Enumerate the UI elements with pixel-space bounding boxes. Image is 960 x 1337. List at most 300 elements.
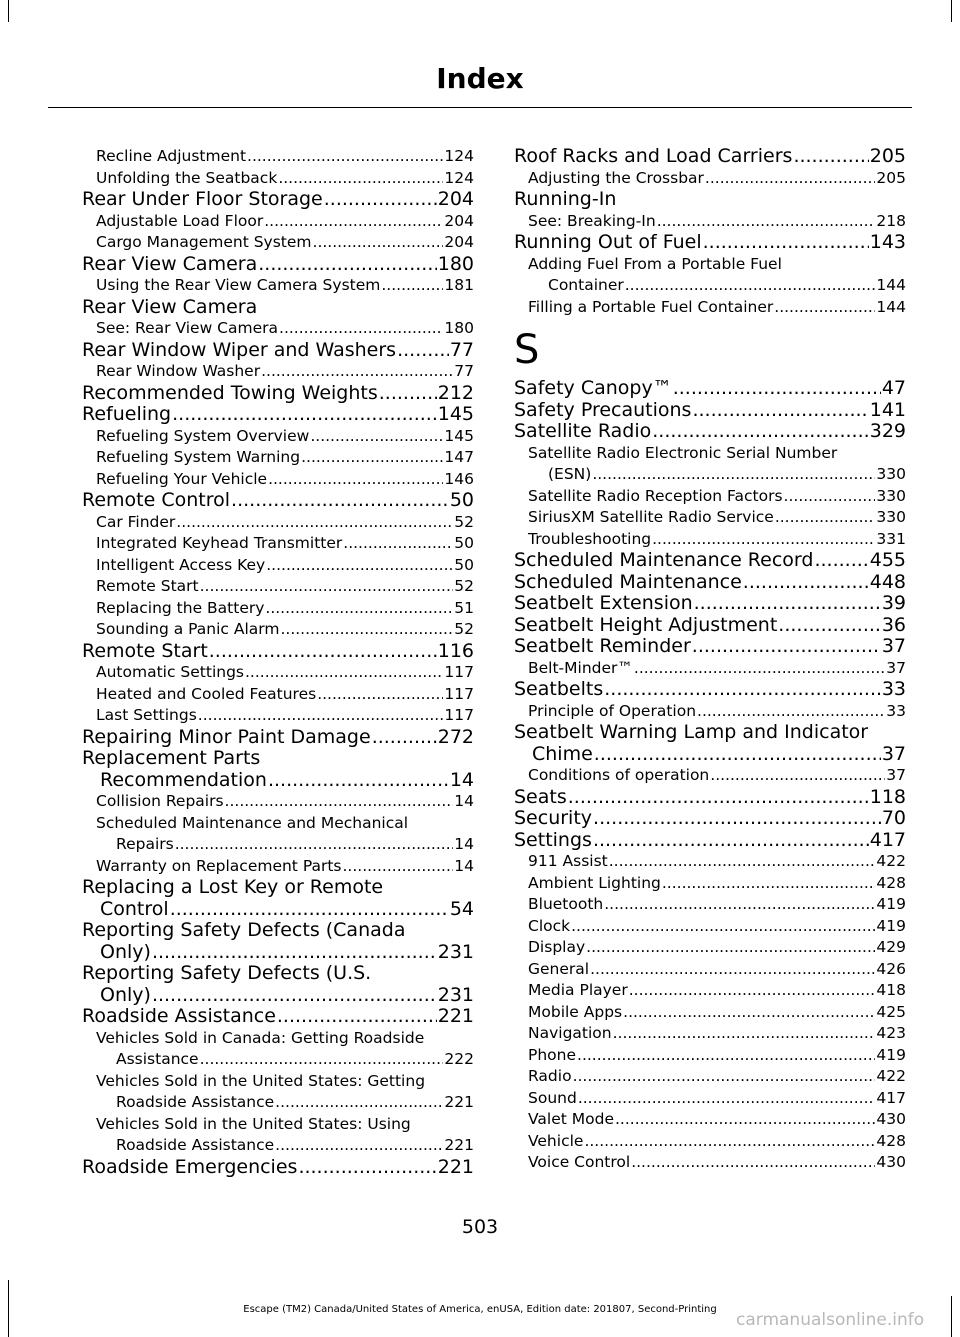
crop-mark-top-left xyxy=(8,0,9,22)
entry-text: Safety Precautions xyxy=(514,398,692,421)
page-ref: 14 xyxy=(454,835,474,853)
dot-leader xyxy=(604,679,881,701)
index-entry xyxy=(82,877,474,920)
entry-text: Settings xyxy=(514,828,592,851)
page-ref: 144 xyxy=(876,297,906,316)
dot-leader xyxy=(225,791,454,813)
index-subentry xyxy=(82,555,474,577)
dot-leader xyxy=(372,727,437,749)
entry-text: Security xyxy=(514,807,593,829)
entry-line xyxy=(82,942,474,964)
page-ref: 51 xyxy=(454,598,474,617)
entry-line xyxy=(528,1152,906,1174)
entry-line xyxy=(528,916,906,938)
index-subentry xyxy=(514,851,906,873)
entry-line xyxy=(82,490,474,512)
entry-line xyxy=(82,727,474,749)
dot-leader xyxy=(629,980,876,1002)
entry-line xyxy=(96,1135,474,1157)
index-entry xyxy=(82,254,474,276)
page-ref: 205 xyxy=(869,145,906,167)
entry-line xyxy=(96,555,474,577)
dot-leader xyxy=(609,851,876,873)
index-subentry xyxy=(514,297,906,319)
entry-text: Adding Fuel From a Portable Fuel xyxy=(528,254,782,273)
entry-text: Radio xyxy=(528,1067,572,1085)
dot-leader xyxy=(266,555,453,577)
entry-text: Safety Canopy™ xyxy=(514,377,672,399)
index-subentry xyxy=(82,168,474,190)
entry-text: Vehicle xyxy=(528,1131,584,1150)
entry-line xyxy=(528,507,906,529)
entry-text: Navigation xyxy=(528,1024,612,1042)
page-ref: 204 xyxy=(444,233,474,251)
page-ref: 428 xyxy=(876,1131,906,1150)
entry-line xyxy=(528,1066,906,1088)
dot-leader xyxy=(573,1066,876,1088)
entry-line xyxy=(96,232,474,254)
index-subentry xyxy=(514,443,906,486)
index-subentry xyxy=(82,662,474,684)
page-ref: 221 xyxy=(444,1093,474,1111)
index-subentry xyxy=(514,1152,906,1174)
entry-line xyxy=(528,658,906,680)
page-title: Index xyxy=(436,62,524,95)
entry-line xyxy=(96,426,474,448)
entry-text: Satellite Radio Reception Factors xyxy=(528,486,783,505)
entry-line xyxy=(528,529,906,551)
index-subentry xyxy=(514,765,906,787)
entry-text: Phone xyxy=(528,1045,577,1064)
dot-leader xyxy=(590,959,875,981)
entry-text: Recommended Towing Weights xyxy=(82,381,378,404)
page-ref: 430 xyxy=(876,1153,906,1171)
index-subentry xyxy=(514,1066,906,1088)
entry-continuation: Chime xyxy=(532,742,593,765)
entry-line xyxy=(96,361,474,383)
page-ref: 70 xyxy=(881,807,906,829)
entry-text: Sound xyxy=(528,1088,577,1107)
entry-line xyxy=(514,593,906,615)
page-ref: 52 xyxy=(454,512,474,531)
dot-leader xyxy=(593,830,869,852)
index-subentry xyxy=(514,168,906,190)
index-entry xyxy=(514,146,906,168)
entry-text: Roof Racks and Load Carriers xyxy=(514,145,793,167)
entry-line xyxy=(514,615,906,637)
entry-continuation: Container xyxy=(548,276,624,294)
dot-leader xyxy=(673,378,881,400)
page-ref: 50 xyxy=(454,555,474,574)
entry-line xyxy=(514,808,906,830)
dot-leader xyxy=(594,744,881,766)
entry-text: Recline Adjustment xyxy=(96,147,247,165)
entry-line xyxy=(514,146,906,168)
entry-line xyxy=(82,770,474,792)
page-ref: 52 xyxy=(454,577,474,595)
entry-line xyxy=(514,572,906,594)
entry-text: Automatic Settings xyxy=(96,663,244,681)
dot-leader xyxy=(200,1049,444,1071)
entry-text: Replacing a Lost Key or Remote xyxy=(82,876,384,898)
index-section-letter: S xyxy=(514,327,540,373)
page-ref: 423 xyxy=(876,1024,906,1042)
index-subentry xyxy=(514,873,906,895)
entry-line xyxy=(528,275,906,297)
entry-text: Rear Window Washer xyxy=(96,362,261,380)
page-ref: 33 xyxy=(886,701,906,720)
entry-line xyxy=(514,550,906,572)
index-entry xyxy=(82,920,474,963)
index-subentry xyxy=(82,1114,474,1157)
entry-text: Reporting Safety Defects (Canada xyxy=(82,919,406,941)
entry-line xyxy=(528,297,906,319)
index-entry xyxy=(514,232,906,254)
page-ref: 14 xyxy=(449,768,474,791)
page-ref: 37 xyxy=(881,742,906,765)
dot-leader xyxy=(584,1131,875,1153)
dot-leader xyxy=(261,361,453,383)
entry-line xyxy=(82,404,474,426)
dot-leader xyxy=(586,937,875,959)
index-entry xyxy=(82,963,474,1006)
dot-leader xyxy=(176,512,453,534)
entry-line xyxy=(528,851,906,873)
entry-line xyxy=(96,318,474,340)
entry-text: Filling a Portable Fuel Container xyxy=(528,297,774,316)
dot-leader xyxy=(705,168,875,190)
dot-leader xyxy=(692,636,881,658)
page-ref: 419 xyxy=(876,1045,906,1064)
dot-leader xyxy=(175,834,454,856)
dot-leader xyxy=(778,615,881,637)
dot-leader xyxy=(604,894,875,916)
index-subentry xyxy=(82,146,474,168)
index-subentry xyxy=(514,1088,906,1110)
page-ref: 124 xyxy=(444,147,474,165)
index-entry xyxy=(514,550,906,572)
dot-leader xyxy=(577,1045,875,1067)
page-ref: 221 xyxy=(437,1005,474,1027)
page-ref: 180 xyxy=(437,252,474,275)
entry-text: Repairing Minor Paint Damage xyxy=(82,725,371,748)
dot-leader xyxy=(592,464,875,486)
index-entry xyxy=(82,727,474,749)
index-entry xyxy=(82,1006,474,1028)
page-ref: 205 xyxy=(876,168,906,187)
dot-leader xyxy=(200,576,454,598)
entry-text: Sounding a Panic Alarm xyxy=(96,620,280,638)
crop-mark-bottom-right xyxy=(951,1296,952,1337)
page-ref: 422 xyxy=(876,852,906,870)
entry-text: Car Finder xyxy=(96,512,176,531)
page-ref: 272 xyxy=(437,725,474,748)
crop-mark-top-right xyxy=(951,0,952,22)
page-ref: 116 xyxy=(437,639,474,662)
dot-leader xyxy=(381,275,443,297)
dot-leader xyxy=(652,421,868,443)
entry-text: Adjustable Load Floor xyxy=(96,211,264,230)
index-column-left xyxy=(82,146,474,1178)
dot-leader xyxy=(814,550,868,572)
index-entry xyxy=(82,1157,474,1179)
entry-text: Rear Window Wiper and Washers xyxy=(82,338,397,361)
page-ref: 329 xyxy=(869,420,906,442)
index-subentry xyxy=(82,512,474,534)
dot-leader xyxy=(631,1152,875,1174)
index-subentry xyxy=(514,701,906,723)
entry-text: SiriusXM Satellite Radio Service xyxy=(528,508,774,526)
dot-leader xyxy=(301,447,443,469)
index-entry xyxy=(82,383,474,405)
entry-line xyxy=(514,232,906,254)
entry-line xyxy=(528,486,906,508)
entry-line xyxy=(96,684,474,706)
index-subentry xyxy=(514,937,906,959)
page-ref: 204 xyxy=(444,211,474,230)
entry-text: Belt-Minder™ xyxy=(528,658,633,677)
page-ref: 117 xyxy=(444,706,474,724)
index-subentry xyxy=(514,1045,906,1067)
entry-text: Warranty on Replacement Parts xyxy=(96,856,342,875)
entry-text: Roadside Assistance xyxy=(82,1005,276,1027)
dot-leader xyxy=(231,490,449,512)
entry-line xyxy=(528,168,906,190)
dot-leader xyxy=(268,469,443,491)
dot-leader xyxy=(793,146,868,168)
page-ref: 422 xyxy=(876,1067,906,1085)
entry-line xyxy=(96,447,474,469)
entry-line xyxy=(96,1049,474,1071)
entry-line xyxy=(528,959,906,981)
dot-leader xyxy=(265,598,453,620)
index-subentry xyxy=(514,211,906,233)
index-entry xyxy=(514,400,906,422)
index-subentry xyxy=(514,894,906,916)
entry-text: Seatbelt Height Adjustment xyxy=(514,613,778,636)
entry-text: Seatbelt Extension xyxy=(514,592,693,614)
index-subentry xyxy=(82,598,474,620)
page-ref: 330 xyxy=(876,465,906,483)
index-subentry xyxy=(82,684,474,706)
entry-line xyxy=(514,787,906,809)
entry-text: Seatbelt Warning Lamp and Indicator xyxy=(514,721,869,743)
index-subentry xyxy=(82,533,474,555)
index-entry xyxy=(514,830,906,852)
entry-text: Rear View Camera xyxy=(82,295,258,318)
index-entry xyxy=(514,572,906,594)
entry-continuation: Control xyxy=(100,897,169,920)
index-subentry xyxy=(82,447,474,469)
page-ref: 222 xyxy=(444,1050,474,1068)
entry-text: Remote Start xyxy=(96,577,199,595)
dot-leader xyxy=(784,486,876,508)
index-subentry xyxy=(514,1002,906,1024)
entry-line xyxy=(514,378,906,400)
dot-leader xyxy=(317,684,443,706)
entry-text: Replacing the Battery xyxy=(96,598,265,617)
index-entry xyxy=(82,340,474,362)
index-entry xyxy=(514,808,906,830)
dot-leader xyxy=(743,572,869,594)
index-subentry xyxy=(514,916,906,938)
dot-leader xyxy=(697,701,885,723)
entry-text: Seats xyxy=(514,785,567,808)
entry-line xyxy=(82,383,474,405)
entry-line xyxy=(82,985,474,1007)
entry-text: Voice Control xyxy=(528,1153,631,1171)
dot-leader xyxy=(578,1088,876,1110)
entry-line xyxy=(96,533,474,555)
index-column-right xyxy=(514,146,906,1174)
watermark: carmanualsonline.info xyxy=(736,1310,925,1330)
dot-leader xyxy=(258,254,437,276)
entry-line xyxy=(514,744,906,766)
dot-leader xyxy=(275,1135,443,1157)
page-ref: 145 xyxy=(444,426,474,445)
page-ref: 455 xyxy=(869,549,906,571)
entry-line xyxy=(528,937,906,959)
entry-line xyxy=(514,679,906,701)
entry-line xyxy=(96,275,474,297)
index-subentry xyxy=(514,980,906,1002)
index-entry xyxy=(82,189,474,211)
index-entry xyxy=(82,641,474,663)
entry-text: 911 Assist xyxy=(528,852,608,870)
page-ref: 331 xyxy=(876,529,906,548)
entry-text: General xyxy=(528,959,590,978)
entry-text: Intelligent Access Key xyxy=(96,555,266,574)
index-entry xyxy=(514,636,906,658)
page-ref: 425 xyxy=(876,1002,906,1021)
entry-line xyxy=(528,1045,906,1067)
index-entry xyxy=(82,297,474,319)
index-subentry xyxy=(82,275,474,297)
dot-leader xyxy=(245,662,443,684)
dot-leader xyxy=(593,808,881,830)
entry-line xyxy=(96,834,474,856)
dot-leader xyxy=(247,146,443,168)
index-entry xyxy=(82,490,474,512)
entry-line xyxy=(96,619,474,641)
entry-text: Running Out of Fuel xyxy=(514,231,702,253)
index-subentry xyxy=(82,576,474,598)
dot-leader xyxy=(692,400,868,422)
entry-line xyxy=(528,1109,906,1131)
page-ref: 14 xyxy=(454,856,474,875)
index-entry xyxy=(82,748,474,791)
entry-line xyxy=(528,1002,906,1024)
index-subentry xyxy=(82,1028,474,1071)
page-ref: 181 xyxy=(444,276,474,294)
dot-leader xyxy=(198,705,444,727)
dot-leader xyxy=(343,856,454,878)
entry-line xyxy=(514,421,906,443)
dot-leader xyxy=(623,1002,875,1024)
entry-text: Cargo Management System xyxy=(96,233,312,251)
page-ref: 417 xyxy=(876,1088,906,1107)
page-ref: 426 xyxy=(876,959,906,978)
entry-line xyxy=(528,765,906,787)
dot-leader xyxy=(625,275,876,297)
entry-text: Last Settings xyxy=(96,706,197,724)
dot-leader xyxy=(613,1023,876,1045)
dot-leader xyxy=(275,1092,443,1114)
dot-leader xyxy=(397,340,449,362)
entry-text: Mobile Apps xyxy=(528,1002,623,1021)
page-ref: 117 xyxy=(444,684,474,703)
index-subentry xyxy=(514,1023,906,1045)
page-ref: 419 xyxy=(876,916,906,935)
page-ref: 37 xyxy=(886,658,906,677)
entry-text: Troubleshooting xyxy=(528,529,652,548)
index-subentry xyxy=(514,507,906,529)
page-ref: 147 xyxy=(444,448,474,466)
entry-line xyxy=(82,254,474,276)
page-ref: 418 xyxy=(876,981,906,999)
entry-line xyxy=(82,340,474,362)
entry-continuation: Repairs xyxy=(116,835,174,853)
index-subentry xyxy=(514,1131,906,1153)
page-ref: 37 xyxy=(886,766,906,784)
entry-line xyxy=(96,469,474,491)
index-subentry xyxy=(82,426,474,448)
entry-line xyxy=(96,705,474,727)
dot-leader xyxy=(152,942,437,964)
entry-line xyxy=(96,146,474,168)
page-ref: 428 xyxy=(876,873,906,892)
entry-line xyxy=(528,211,906,233)
index-subentry xyxy=(82,619,474,641)
dot-leader xyxy=(652,529,875,551)
entry-line xyxy=(514,400,906,422)
entry-text: Unfolding the Seatback xyxy=(96,168,278,187)
entry-text: Seatbelt Reminder xyxy=(514,635,691,657)
entry-text: See: Breaking-In xyxy=(528,211,656,230)
index-subentry xyxy=(514,529,906,551)
dot-leader xyxy=(279,318,443,340)
dot-leader xyxy=(694,593,881,615)
entry-text: Integrated Keyhead Transmitter xyxy=(96,534,343,552)
index-entry xyxy=(514,189,906,211)
entry-text: Using the Rear View Camera System xyxy=(96,276,381,294)
entry-text: Clock xyxy=(528,916,571,935)
entry-continuation: Roadside Assistance xyxy=(116,1093,275,1111)
dot-leader xyxy=(264,211,443,233)
entry-text: Reporting Safety Defects (U.S. xyxy=(82,962,372,984)
entry-text: Scheduled Maintenance xyxy=(514,570,742,593)
index-subentry xyxy=(82,318,474,340)
page-ref: 212 xyxy=(437,381,474,404)
page-ref: 231 xyxy=(437,983,474,1006)
index-subentry xyxy=(82,856,474,878)
index-subentry xyxy=(82,791,474,813)
index-subentry xyxy=(82,705,474,727)
page-ref: 448 xyxy=(869,570,906,593)
index-subentry xyxy=(82,813,474,856)
entry-continuation: Only) xyxy=(100,983,151,1006)
entry-line xyxy=(96,856,474,878)
page-ref: 430 xyxy=(876,1110,906,1128)
page-ref: 330 xyxy=(876,486,906,505)
entry-line xyxy=(96,598,474,620)
dot-leader xyxy=(662,873,876,895)
dot-leader xyxy=(277,1006,437,1028)
entry-text: Principle of Operation xyxy=(528,701,697,720)
entry-line xyxy=(96,576,474,598)
entry-text: Running-In xyxy=(514,188,617,210)
entry-text: Refueling Your Vehicle xyxy=(96,469,268,488)
